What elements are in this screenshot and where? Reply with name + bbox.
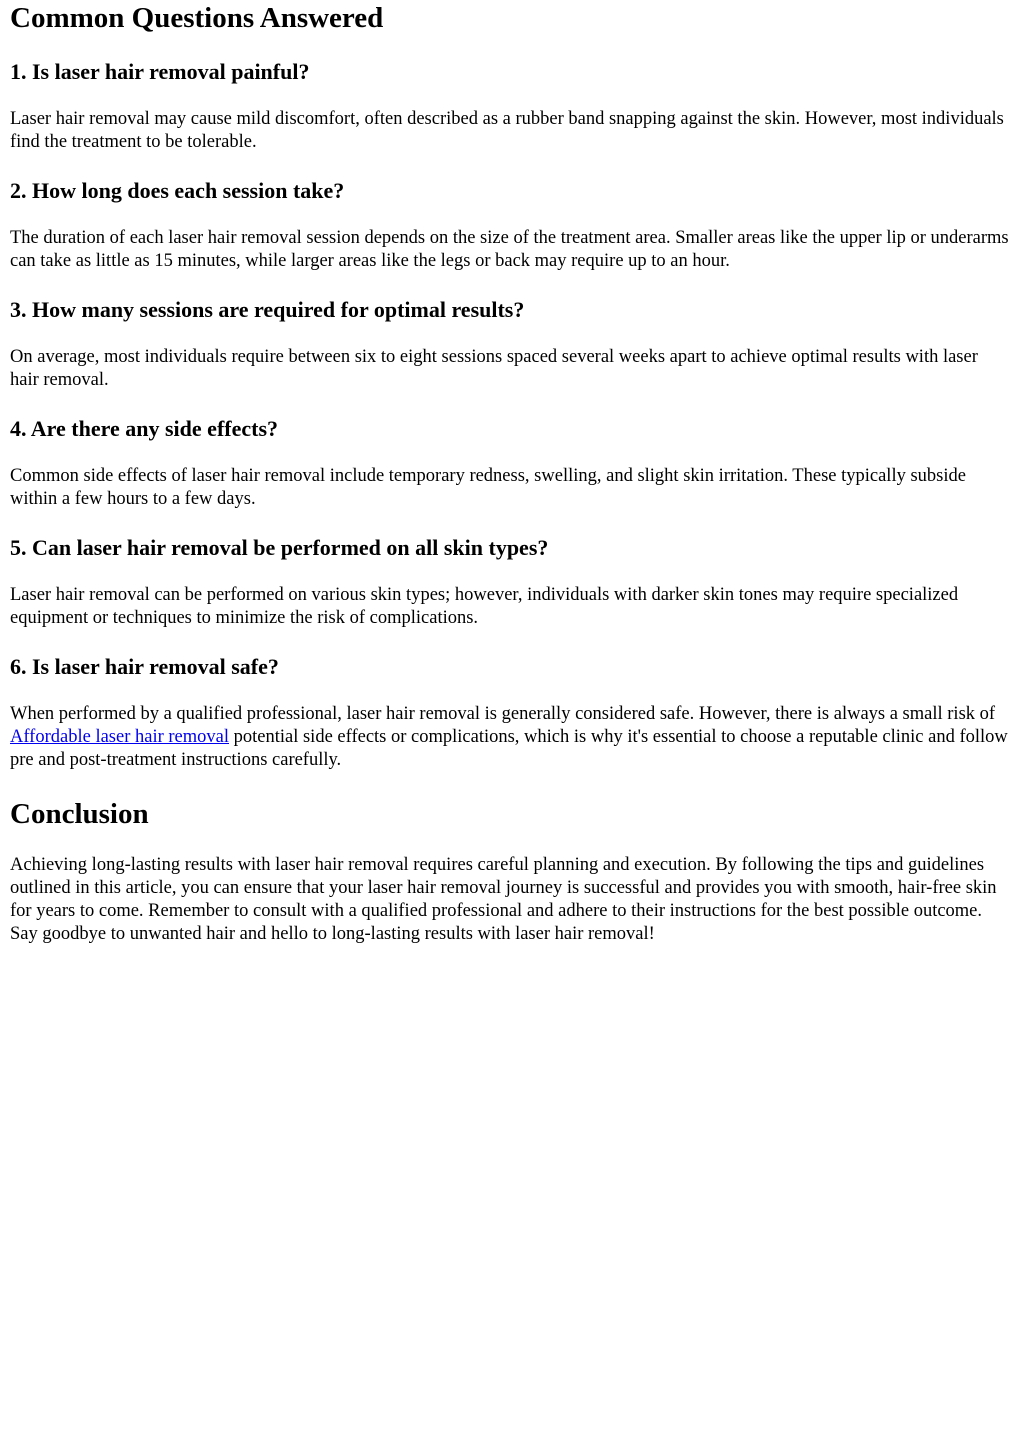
faq-item-3 bbox=[10, 296, 1010, 392]
page-title: Common Questions Answered bbox=[10, 2, 384, 34]
faq-item-6 bbox=[10, 653, 1010, 772]
faq-answer-5: Laser hair removal can be performed on various skin types; however, individuals with darker skin tones may require specialized equipment or techniques to minimize the risk of complications. bbox=[10, 585, 959, 628]
faq-answer-6 bbox=[10, 703, 1010, 772]
faq-question-5: 5. Can laser hair removal be performed on all skin types? bbox=[10, 535, 549, 560]
faq-question-1: 1. Is laser hair removal painful? bbox=[10, 59, 310, 84]
faq-item-4 bbox=[10, 415, 1010, 511]
faq-item-5 bbox=[10, 534, 1010, 630]
faq-answer-3: On average, most individuals require between six to eight sessions spaced several weeks apart to achieve optimal results with laser hair removal. bbox=[10, 347, 978, 390]
faq-question-2: 2. How long does each session take? bbox=[10, 178, 345, 203]
faq-item-1 bbox=[10, 58, 1010, 154]
faq-answer-4: Common side effects of laser hair removal include temporary redness, swelling, and slight skin irritation. These typically subside within a few hours to a few days. bbox=[10, 466, 966, 509]
faq-answer-1: Laser hair removal may cause mild discomfort, often described as a rubber band snapping against the skin. However, most individuals find the treatment to be tolerable. bbox=[10, 109, 1004, 152]
faq-answer-2: The duration of each laser hair removal session depends on the size of the treatment area. Smaller areas like the upper lip or underarms can take as little as 15 minutes, while larger areas like the legs or back may require up to an hour. bbox=[10, 228, 1009, 271]
faq-question-4: 4. Are there any side effects? bbox=[10, 416, 279, 441]
faq-item-2 bbox=[10, 177, 1010, 273]
faq-question-3: 3. How many sessions are required for optimal results? bbox=[10, 297, 525, 322]
conclusion-paragraph: Achieving long-lasting results with laser hair removal requires careful planning and execution. By following the tips and guidelines outlined in this article, you can ensure that your laser hair removal journey is successful and provides you with smooth, hair-free skin for years to come. Remember to consult with a qualified professional and adhere to their instructions for the best possible outcome. Say goodbye to unwanted hair and hello to long-lasting results with laser hair removal! bbox=[10, 855, 997, 944]
faq-answer-6-text-after-link: potential side effects or complications, which is why it's essential to choose a reputable clinic and follow pre and post-treatment instructions carefully. bbox=[10, 727, 1008, 770]
affordable-laser-hair-removal-link[interactable]: Affordable laser hair removal bbox=[10, 727, 229, 747]
faq-question-6: 6. Is laser hair removal safe? bbox=[10, 654, 279, 679]
faq-answer-6-text-before-link: When performed by a qualified professional, laser hair removal is generally considered safe. However, there is always a small risk of bbox=[10, 704, 996, 724]
conclusion-heading: Conclusion bbox=[10, 798, 149, 830]
